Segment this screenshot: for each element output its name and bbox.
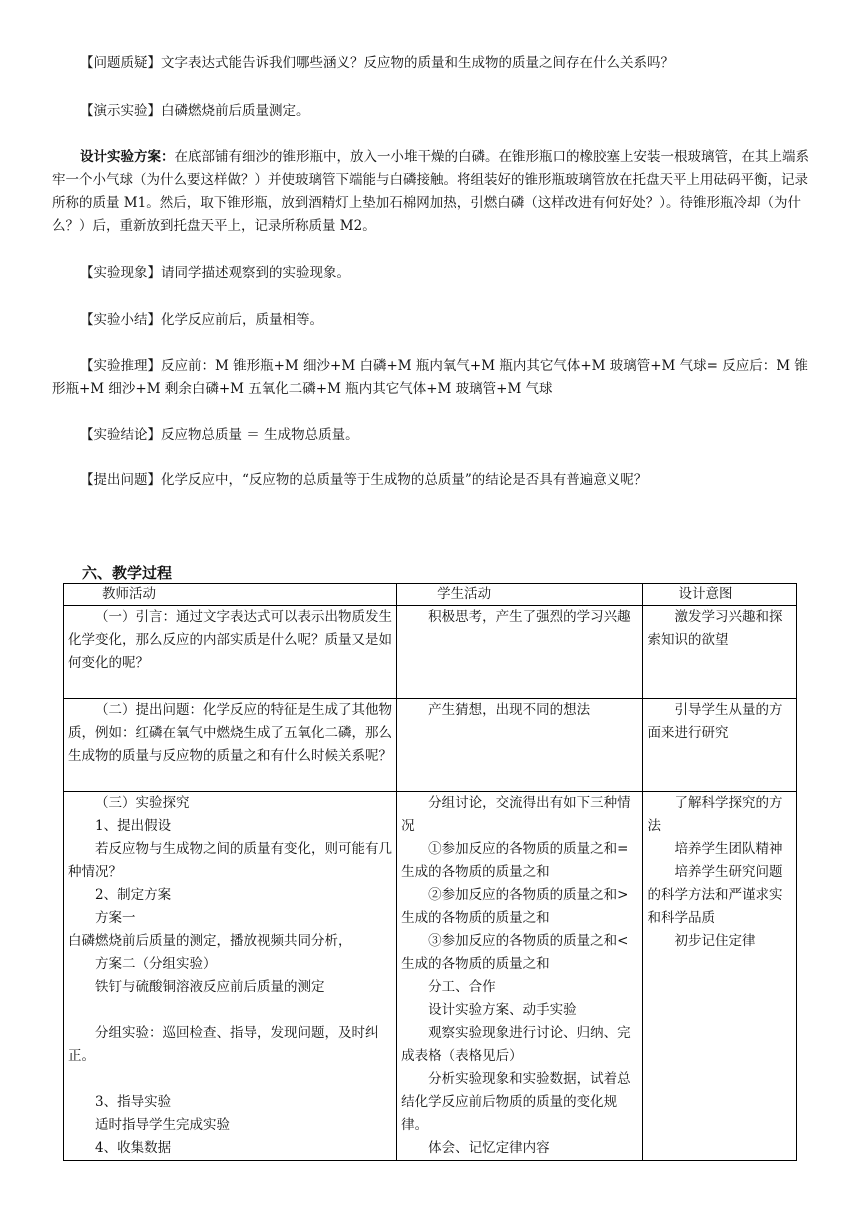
demo-paragraph xyxy=(52,100,820,123)
cell-line: 4、收集数据 xyxy=(95,1140,172,1156)
demo-tag: 【演示实验】 xyxy=(80,103,161,119)
header-design-intent: 设计意图 xyxy=(643,584,797,606)
teaching-process-table xyxy=(63,583,797,1161)
raise-question-paragraph xyxy=(52,469,820,492)
cell-line: 积极思考，产生了强烈的学习兴趣 xyxy=(428,609,631,625)
raise-text: 化学反应中，“反应物的总质量等于生成物的总质量”的结论是否具有普遍意义呢？ xyxy=(161,472,648,488)
raise-tag: 【提出问题】 xyxy=(80,472,161,488)
cell-line xyxy=(68,999,392,1022)
header-student-activity: 学生活动 xyxy=(397,584,643,606)
question-paragraph xyxy=(52,52,820,75)
student-cell xyxy=(397,792,643,1161)
phenomenon-paragraph xyxy=(52,262,820,285)
cell-line: 了解科学探究的方法 xyxy=(647,795,783,834)
cell-line: ①参加反应的各物质的质量之和=生成的各物质的质量之和 xyxy=(401,841,629,880)
cell-line: 体会、记忆定律内容 xyxy=(428,1140,550,1156)
table-row xyxy=(64,606,797,699)
table-header-row xyxy=(64,584,797,606)
cell-line: 白磷燃烧前后质量的测定，播放视频共同分析， xyxy=(68,933,352,949)
cell-line: 分组讨论，交流得出有如下三种情况 xyxy=(401,795,631,834)
cell-line: （二）提出问题：化学反应的特征是生成了其他物质，例如：红磷在氧气中燃烧生成了五氧化二磷，那么生成物的质量与反应物的质量之和有什么时候关系呢？ xyxy=(68,702,392,764)
intent-cell xyxy=(643,699,797,792)
cell-line: 产生猜想，出现不同的想法 xyxy=(428,702,591,718)
reasoning-tag: 【实验推理】 xyxy=(80,358,161,374)
cell-line: （一）引言：通过文字表达式可以表示出物质发生化学变化，那么反应的内部实质是什么呢？质量又是如何变化的呢？ xyxy=(68,609,392,671)
cell-line: 铁钉与硫酸铜溶液反应前后质量的测定 xyxy=(95,979,325,995)
cell-line: 培养学生研究问题的科学方法和严谨求实和科学品质 xyxy=(647,864,783,926)
cell-line: 2、制定方案 xyxy=(95,887,172,903)
cell-line: 分析实验现象和实验数据，试着总结化学反应前后物质的质量的变化规律。 xyxy=(401,1071,631,1133)
cell-line: 方案一 xyxy=(95,910,136,926)
cell-line: 引导学生从量的方面来进行研究 xyxy=(647,702,783,741)
reasoning-paragraph xyxy=(52,355,820,401)
conclusion-text: 反应物总质量 ＝ 生成物总质量。 xyxy=(161,427,359,443)
teacher-cell xyxy=(64,606,397,699)
cell-line: 培养学生团队精神 xyxy=(674,841,783,857)
design-label: 设计实验方案： xyxy=(80,149,175,165)
student-cell xyxy=(397,699,643,792)
cell-line: 设计实验方案、动手实验 xyxy=(428,1002,577,1018)
cell-line: 分工、合作 xyxy=(428,979,496,995)
summary-text: 化学反应前后，质量相等。 xyxy=(161,312,323,328)
phenomenon-tag: 【实验现象】 xyxy=(80,265,161,281)
student-cell xyxy=(397,606,643,699)
cell-line: （三）实验探究 xyxy=(95,795,190,811)
cell-line: 若反应物与生成物之间的质量有变化，则可能有几种情况？ xyxy=(68,841,392,880)
table-row xyxy=(64,792,797,1161)
summary-tag: 【实验小结】 xyxy=(80,312,161,328)
conclusion-tag: 【实验结论】 xyxy=(80,427,161,443)
cell-line: 初步记住定律 xyxy=(674,933,756,949)
design-paragraph xyxy=(52,146,820,238)
cell-line: 3、指导实验 xyxy=(95,1094,172,1110)
question-text: 文字表达式能告诉我们哪些涵义？反应物的质量和生成物的质量之间存在什么关系吗？ xyxy=(161,55,674,71)
cell-line xyxy=(68,1068,392,1091)
design-text: 在底部铺有细沙的锥形瓶中，放入一小堆干燥的白磷。在锥形瓶口的橡胶塞上安装一根玻璃管，在其上端系牢一个小气球（为什么要这样做？）并使玻璃管下端能与白磷接触。将组装好的锥形瓶玻璃管放在托盘天平上用砝码平衡，记录所称的质量 M1。然后，取下锥形瓶，放到酒精灯上垫加石棉网加热，引燃白磷（这样改进有何好处？）。待锥形瓶冷却（为什么？）后，重新放到托盘天平上，记录所称质量 M2。 xyxy=(52,149,809,234)
cell-line: 方案二（分组实验） xyxy=(95,956,217,972)
cell-line: ③参加反应的各物质的质量之和<生成的各物质的质量之和 xyxy=(401,933,629,972)
conclusion-paragraph xyxy=(52,424,820,447)
cell-line: 适时指导学生完成实验 xyxy=(95,1117,230,1133)
intent-cell xyxy=(643,792,797,1161)
phenomenon-text: 请同学描述观察到的实验现象。 xyxy=(161,265,350,281)
demo-text: 白磷燃烧前后质量测定。 xyxy=(161,103,310,119)
teacher-cell xyxy=(64,792,397,1161)
cell-line: ②参加反应的各物质的质量之和>生成的各物质的质量之和 xyxy=(401,887,629,926)
cell-line: 1、提出假设 xyxy=(95,818,172,834)
intent-cell xyxy=(643,606,797,699)
question-tag: 【问题质疑】 xyxy=(80,55,161,71)
reasoning-text: 反应前：M 锥形瓶+M 细沙+M 白磷+M 瓶内氧气+M 瓶内其它气体+M 玻璃管+M 气球= 反应后：M 锥形瓶+M 细沙+M 剩余白磷+M 五氧化二磷+M 瓶内其它气体+M 玻璃管+M 气球 xyxy=(52,358,808,397)
section-title: 六、教学过程 xyxy=(82,564,173,582)
cell-line: 激发学习兴趣和探索知识的欲望 xyxy=(647,609,783,648)
cell-line: 分组实验：巡回检查、指导，发现问题，及时纠正。 xyxy=(68,1025,379,1064)
summary-paragraph xyxy=(52,309,820,332)
teacher-cell xyxy=(64,699,397,792)
header-teacher-activity: 教师活动 xyxy=(64,584,397,606)
table-row xyxy=(64,699,797,792)
cell-line: 观察实验现象进行讨论、归纳、完成表格（表格见后） xyxy=(401,1025,631,1064)
